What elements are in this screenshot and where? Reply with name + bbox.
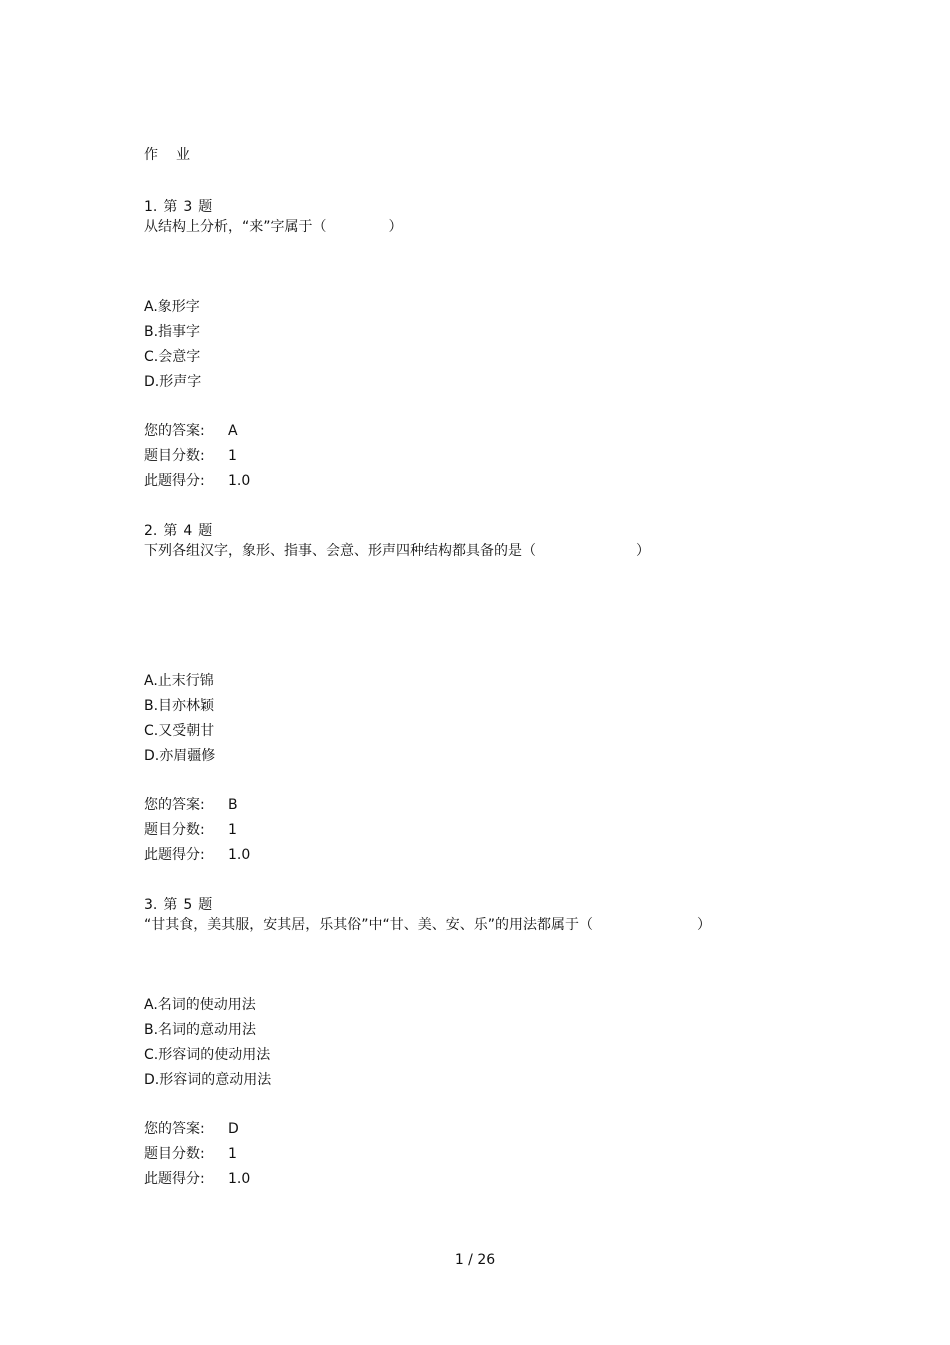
your-answer: 您的答案: D	[144, 1121, 239, 1137]
title-char-1: 作	[144, 147, 158, 163]
earned-score: 此题得分: 1.0	[144, 1171, 251, 1187]
option-c[interactable]: C.形容词的使动用法	[144, 1047, 271, 1063]
earned-score: 此题得分: 1.0	[144, 473, 251, 489]
question-number: 1. 第 3 题	[144, 199, 213, 215]
question-2	[144, 521, 844, 868]
option-c[interactable]: C.会意字	[144, 349, 201, 365]
option-a[interactable]: A.象形字	[144, 299, 200, 315]
document-title	[144, 144, 190, 164]
question-3	[144, 895, 844, 1192]
option-d[interactable]: D.亦眉疆修	[144, 748, 216, 764]
option-b[interactable]: B.指事字	[144, 324, 201, 340]
page-number: 1 / 26	[454, 1252, 496, 1268]
question-number: 3. 第 5 题	[144, 897, 213, 913]
option-b[interactable]: B.目亦林颖	[144, 698, 215, 714]
question-score: 题目分数: 1	[144, 448, 237, 464]
your-answer: 您的答案: A	[144, 423, 238, 439]
option-c[interactable]: C.又受朝甘	[144, 723, 215, 739]
option-a[interactable]: A.止末行锦	[144, 673, 214, 689]
option-d[interactable]: D.形声字	[144, 374, 202, 390]
question-stem: 从结构上分析，“来”字属于（ ）	[144, 219, 403, 235]
question-stem: “甘其食，美其服，安其居，乐其俗”中“甘、美、安、乐”的用法都属于（ ）	[144, 917, 712, 933]
question-score: 题目分数: 1	[144, 1146, 237, 1162]
option-d[interactable]: D.形容词的意动用法	[144, 1072, 272, 1088]
question-stem: 下列各组汉字，象形、指事、会意、形声四种结构都具备的是（ ）	[144, 543, 650, 559]
question-number: 2. 第 4 题	[144, 523, 213, 539]
title-char-2: 业	[176, 147, 190, 163]
question-score: 题目分数: 1	[144, 822, 237, 838]
question-1	[144, 197, 844, 494]
your-answer: 您的答案: B	[144, 797, 238, 813]
option-a[interactable]: A.名词的使动用法	[144, 997, 256, 1013]
option-b[interactable]: B.名词的意动用法	[144, 1022, 257, 1038]
earned-score: 此题得分: 1.0	[144, 847, 251, 863]
